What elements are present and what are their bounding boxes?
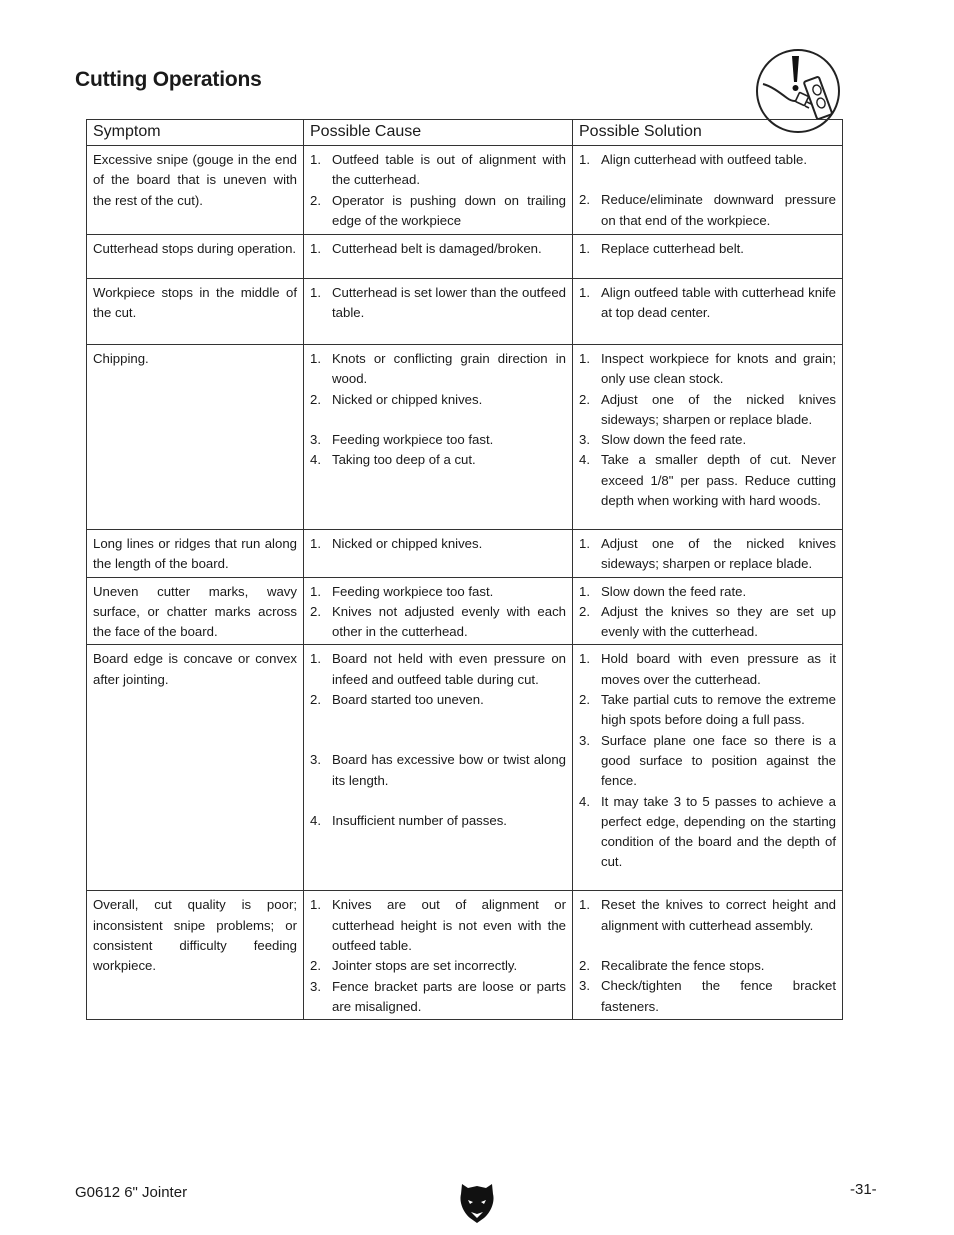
list-item: 1. Hold board with even pressure as it moves over the cutterhead. (579, 651, 836, 687)
list-item: 1. Cutterhead belt is damaged/broken. (310, 241, 542, 256)
list-item: 2. Take partial cuts to remove the extreme high spots before doing a full pass. (579, 692, 836, 728)
solution-cell (573, 530, 843, 578)
list-item: 2. Board started too uneven. (310, 692, 484, 708)
table-row (87, 146, 843, 235)
list-item: 1. Replace cutterhead belt. (579, 241, 744, 256)
list-item: 1. Align cutterhead with outfeed table. (579, 152, 808, 167)
table-header-row (87, 120, 843, 146)
footer-model: G0612 6" Jointer (75, 1184, 188, 1201)
cause-cell (304, 345, 573, 530)
solution-cell (573, 645, 843, 891)
solution-cell (573, 146, 843, 235)
troubleshooting-table (86, 119, 843, 1020)
list-item: 1. Nicked or chipped knives. (310, 536, 483, 551)
list-item: 1. Knives are out of alignment or cutterhead height is not even with the outfeed table. (310, 897, 566, 954)
symptom-cell: Board edge is concave or convex after jointing. (87, 645, 304, 891)
list-item: 2. Recalibrate the fence stops. (579, 958, 765, 974)
table-row (87, 577, 843, 645)
list-item: 4. Taking too deep of a cut. (310, 452, 476, 468)
table-row (87, 279, 843, 345)
list-item: 3. Slow down the feed rate. (579, 432, 747, 448)
table-row (87, 235, 843, 279)
table-row (87, 891, 843, 1020)
list-item: 2. Knives not adjusted evenly with each other in the cutterhead. (310, 603, 566, 640)
list-item: 3. Check/tighten the fence bracket fasteners. (579, 978, 836, 1014)
cause-cell (304, 577, 573, 645)
list-item: 1. Align outfeed table with cutterhead knife at top dead center. (579, 285, 836, 321)
list-item: 2. Adjust one of the nicked knives sideways; sharpen or replace blade. (579, 391, 836, 427)
list-item: 2. Nicked or chipped knives. (310, 391, 483, 407)
table-row (87, 645, 843, 891)
header-possible-solution: Possible Solution (573, 120, 843, 146)
solution-cell (573, 891, 843, 1020)
list-item: 4. Insufficient number of passes. (310, 812, 507, 828)
list-item: 2. Reduce/eliminate downward pressure on that end of the workpiece. (579, 192, 836, 228)
list-item: 1. Inspect workpiece for knots and grain; only use clean stock. (579, 351, 836, 387)
cause-cell (304, 146, 573, 235)
header-possible-cause: Possible Cause (304, 120, 573, 146)
table-row (87, 345, 843, 530)
list-item: 1. Slow down the feed rate. (579, 583, 747, 599)
cause-cell (304, 530, 573, 578)
list-item: 2. Operator is pushing down on trailing edge of the workpiece (310, 192, 566, 228)
cause-cell (304, 279, 573, 345)
list-item: 1. Reset the knives to correct height and alignment with cutterhead assembly. (579, 897, 836, 933)
list-item: 4. Take a smaller depth of cut. Never exceed 1/8" per pass. Reduce cutting depth when working with hard woods. (579, 452, 836, 509)
list-item: 1. Cutterhead is set lower than the outfeed table. (310, 285, 566, 321)
table-row (87, 530, 843, 578)
header-symptom: Symptom (87, 120, 304, 146)
list-item: 3. Surface plane one face so there is a good surface to position against the fence. (579, 732, 836, 789)
list-item: 1. Feeding workpiece too fast. (310, 583, 494, 599)
solution-cell (573, 345, 843, 530)
symptom-cell: Cutterhead stops during operation. (87, 235, 304, 279)
symptom-cell: Excessive snipe (gouge in the end of the board that is uneven with the rest of the cut). (87, 146, 304, 235)
symptom-cell: Uneven cutter marks, wavy surface, or chatter marks across the face of the board. (87, 577, 304, 645)
list-item: 2. Adjust the knives so they are set up evenly with the cutterhead. (579, 603, 836, 640)
list-item: 1. Adjust one of the nicked knives sideways; sharpen or replace blade. (579, 536, 836, 572)
symptom-cell: Long lines or ridges that run along the length of the board. (87, 530, 304, 578)
list-item: 1. Outfeed table is out of alignment with the cutterhead. (310, 152, 566, 188)
list-item: 3. Board has excessive bow or twist along its length. (310, 752, 566, 788)
list-item: 2. Jointer stops are set incorrectly. (310, 958, 518, 974)
cause-cell (304, 891, 573, 1020)
symptom-cell: Workpiece stops in the middle of the cut. (87, 279, 304, 345)
page-title: Cutting Operations (75, 68, 262, 91)
list-item: 3. Fence bracket parts are loose or parts are misaligned. (310, 978, 566, 1014)
list-item: 1. Board not held with even pressure on infeed and outfeed table during cut. (310, 651, 566, 687)
list-item: 1. Knots or conflicting grain direction in wood. (310, 351, 566, 387)
solution-cell (573, 279, 843, 345)
cause-cell (304, 645, 573, 891)
cause-cell (304, 235, 573, 279)
list-item: 3. Feeding workpiece too fast. (310, 431, 494, 447)
bear-head-logo (458, 1180, 496, 1224)
symptom-cell: Chipping. (87, 345, 304, 530)
solution-cell (573, 235, 843, 279)
list-item: 4. It may take 3 to 5 passes to achieve a perfect edge, depending on the starting condition of the board and the depth of cut. (579, 793, 836, 870)
solution-cell (573, 577, 843, 645)
symptom-cell: Overall, cut quality is poor; inconsistent snipe problems; or consistent difficulty feeding workpiece. (87, 891, 304, 1020)
page-number: -31- (850, 1181, 877, 1198)
